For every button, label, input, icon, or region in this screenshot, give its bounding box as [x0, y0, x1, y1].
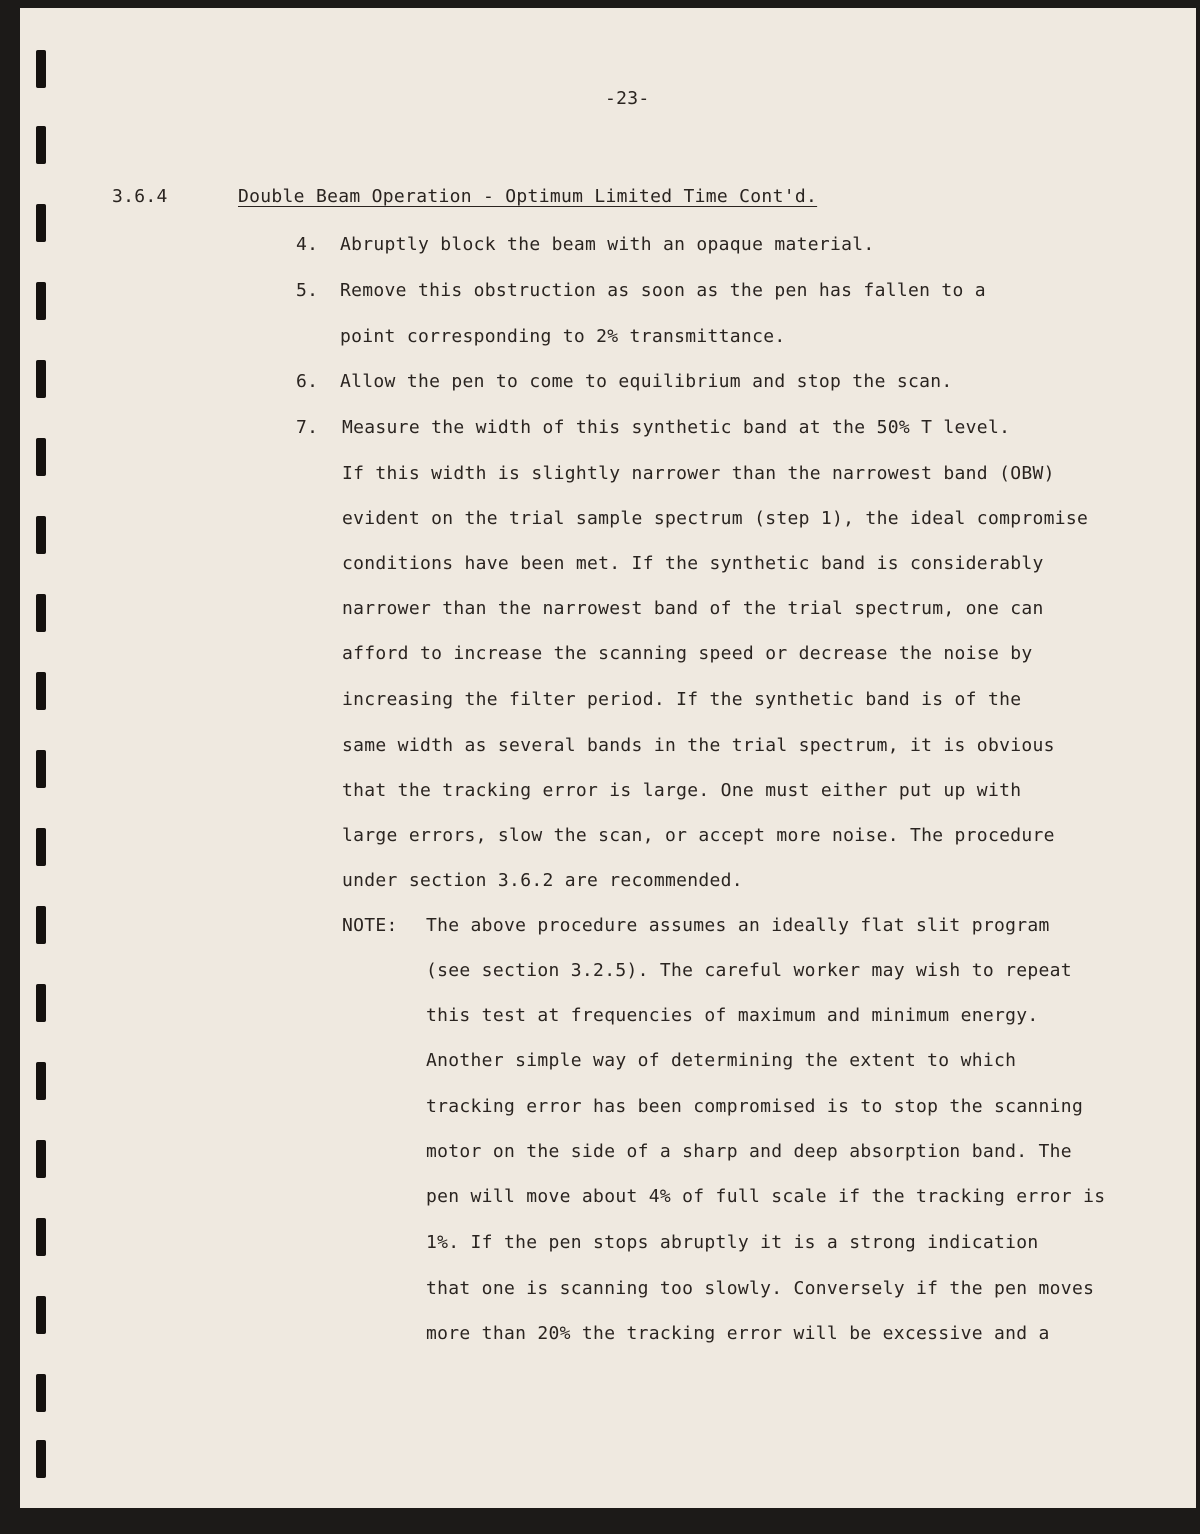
binding-hole [36, 750, 46, 788]
page-number: -23- [605, 88, 650, 109]
note-text-line: tracking error has been compromised is to stop the scanning [426, 1096, 1084, 1117]
step-text-line: that the tracking error is large. One must either put up with [342, 780, 1022, 801]
step-text-line: Abruptly block the beam with an opaque material. [340, 234, 875, 255]
step-text-line: same width as several bands in the trial spectrum, it is obvious [342, 735, 1055, 756]
step-text-line: Measure the width of this synthetic band at the 50% T level. [342, 417, 1011, 438]
step-text-line: conditions have been met. If the synthetic band is considerably [342, 553, 1044, 574]
binding-hole [36, 906, 46, 944]
note-text-line: (see section 3.2.5). The careful worker may wish to repeat [426, 960, 1072, 981]
step-text-line: Allow the pen to come to equilibrium and stop the scan. [340, 371, 953, 392]
binding-hole [36, 1140, 46, 1178]
note-text-line: more than 20% the tracking error will be excessive and a [426, 1323, 1050, 1344]
step-text-line: increasing the filter period. If the synthetic band is of the [342, 689, 1022, 710]
note-text-line: motor on the side of a sharp and deep absorption band. The [426, 1141, 1072, 1162]
binding-hole [36, 984, 46, 1022]
note-label: NOTE: [342, 915, 398, 936]
section-title: Double Beam Operation - Optimum Limited Time Cont'd. [238, 186, 818, 207]
section-number: 3.6.4 [112, 186, 168, 207]
note-text-line: The above procedure assumes an ideally flat slit program [426, 915, 1050, 936]
note-text-line: Another simple way of determining the extent to which [426, 1050, 1017, 1071]
note-text-line: that one is scanning too slowly. Conversely if the pen moves [426, 1278, 1095, 1299]
step-text-line: large errors, slow the scan, or accept more noise. The procedure [342, 825, 1055, 846]
step-text-line: under section 3.6.2 are recommended. [342, 870, 743, 891]
binding-hole [36, 1218, 46, 1256]
binding-hole [36, 438, 46, 476]
step-text-line: Remove this obstruction as soon as the pen has fallen to a [340, 280, 986, 301]
step-text-line: evident on the trial sample spectrum (step 1), the ideal compromise [342, 508, 1089, 529]
binding-hole [36, 360, 46, 398]
binding-hole [36, 50, 46, 88]
binding-hole [36, 1440, 46, 1478]
binding-hole [36, 1374, 46, 1412]
note-text-line: 1%. If the pen stops abruptly it is a strong indication [426, 1232, 1039, 1253]
binding-hole [36, 282, 46, 320]
binding-hole [36, 672, 46, 710]
step-text-line: If this width is slightly narrower than the narrowest band (OBW) [342, 463, 1055, 484]
binding-hole [36, 126, 46, 164]
step-number: 7. [296, 417, 319, 438]
note-text-line: this test at frequencies of maximum and minimum energy. [426, 1005, 1039, 1026]
binding-hole [36, 1062, 46, 1100]
binding-hole [36, 594, 46, 632]
binding-holes [20, 8, 80, 1508]
note-text-line: pen will move about 4% of full scale if the tracking error is [426, 1186, 1106, 1207]
step-text-line: point corresponding to 2% transmittance. [340, 326, 786, 347]
binding-hole [36, 204, 46, 242]
step-number: 5. [296, 280, 319, 301]
binding-hole [36, 1296, 46, 1334]
binding-hole [36, 516, 46, 554]
step-text-line: afford to increase the scanning speed or decrease the noise by [342, 643, 1033, 664]
step-number: 6. [296, 371, 319, 392]
binding-hole [36, 828, 46, 866]
step-number: 4. [296, 234, 319, 255]
step-text-line: narrower than the narrowest band of the trial spectrum, one can [342, 598, 1044, 619]
document-page [20, 8, 1196, 1508]
